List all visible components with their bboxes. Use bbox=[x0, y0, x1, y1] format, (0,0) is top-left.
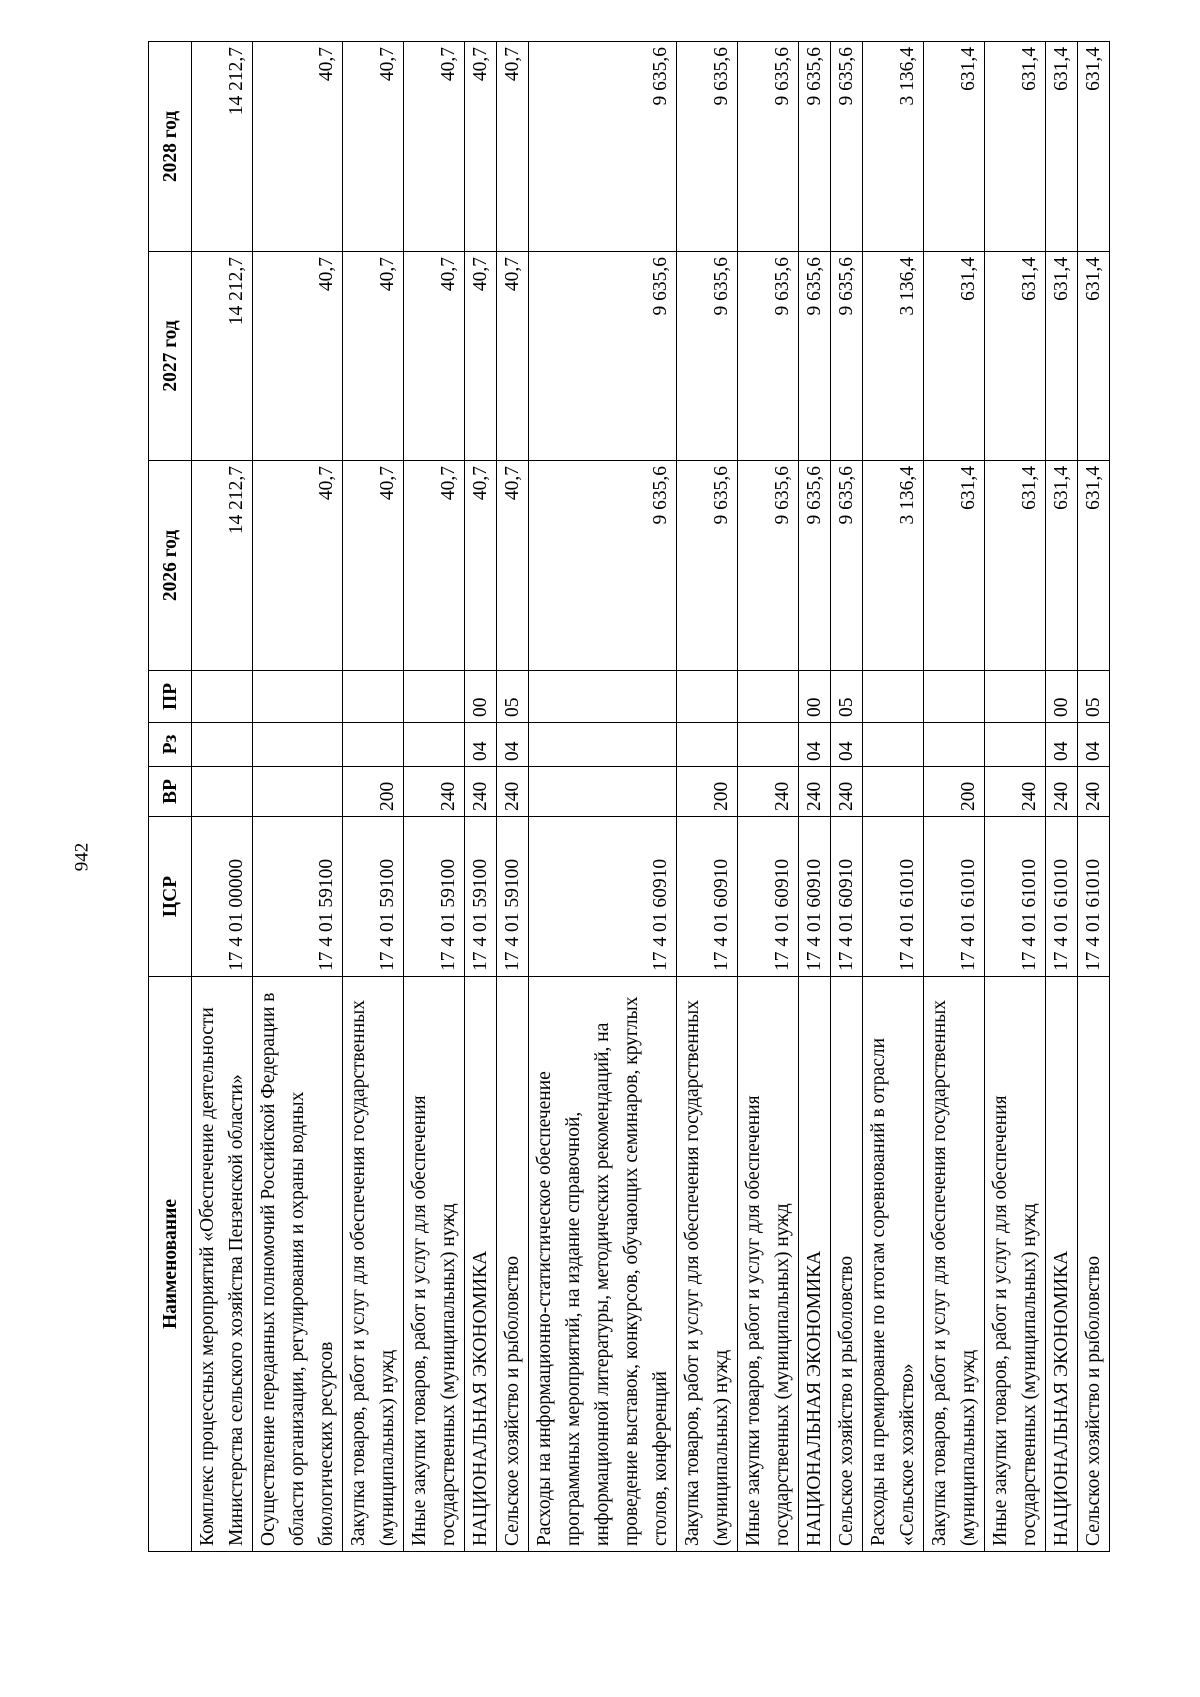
cell-2026: 9 635,6 bbox=[677, 461, 738, 671]
cell-vr: 240 bbox=[465, 767, 497, 817]
cell-vr: 200 bbox=[343, 767, 404, 817]
cell-rz: 04 bbox=[831, 723, 863, 767]
cell-csr: 17 4 01 00000 bbox=[192, 817, 253, 977]
cell-pr bbox=[343, 671, 404, 723]
cell-vr: 240 bbox=[1078, 767, 1110, 817]
cell-2028: 631,4 bbox=[1046, 42, 1078, 252]
cell-pr bbox=[529, 671, 677, 723]
table-row bbox=[677, 42, 738, 1552]
cell-vr: 240 bbox=[985, 767, 1046, 817]
cell-name: Расходы на премирование по итогам соревнований в отрасли «Сельское хозяйство» bbox=[863, 977, 924, 1552]
cell-pr: 05 bbox=[1078, 671, 1110, 723]
cell-vr: 240 bbox=[1046, 767, 1078, 817]
cell-csr: 17 4 01 59100 bbox=[404, 817, 465, 977]
header-pr: ПР bbox=[149, 671, 192, 723]
cell-pr bbox=[924, 671, 985, 723]
cell-2027: 9 635,6 bbox=[529, 252, 677, 461]
table-row bbox=[738, 42, 799, 1552]
cell-2027: 9 635,6 bbox=[831, 252, 863, 461]
cell-name: Закупка товаров, работ и услуг для обеспечения государственных (муниципальных) нужд bbox=[924, 977, 985, 1552]
cell-rz: 04 bbox=[1046, 723, 1078, 767]
table-row bbox=[192, 42, 253, 1552]
table-row bbox=[343, 42, 404, 1552]
cell-2026: 3 136,4 bbox=[863, 461, 924, 671]
table-row bbox=[1078, 42, 1110, 1552]
cell-csr: 17 4 01 61010 bbox=[924, 817, 985, 977]
cell-rz bbox=[253, 723, 343, 767]
cell-vr bbox=[863, 767, 924, 817]
cell-rz: 04 bbox=[799, 723, 831, 767]
cell-pr bbox=[404, 671, 465, 723]
cell-pr: 05 bbox=[831, 671, 863, 723]
cell-vr: 200 bbox=[677, 767, 738, 817]
cell-rz bbox=[192, 723, 253, 767]
cell-pr bbox=[985, 671, 1046, 723]
cell-2026: 40,7 bbox=[497, 461, 529, 671]
cell-2027: 40,7 bbox=[253, 252, 343, 461]
cell-name: Сельское хозяйство и рыболовство bbox=[1078, 977, 1110, 1552]
cell-2026: 631,4 bbox=[924, 461, 985, 671]
cell-2028: 40,7 bbox=[253, 42, 343, 252]
cell-csr: 17 4 01 59100 bbox=[343, 817, 404, 977]
cell-2026: 9 635,6 bbox=[831, 461, 863, 671]
cell-name: Иные закупки товаров, работ и услуг для обеспечения государственных (муниципальных) нужд bbox=[404, 977, 465, 1552]
cell-vr: 240 bbox=[738, 767, 799, 817]
cell-2027: 631,4 bbox=[985, 252, 1046, 461]
table-row bbox=[985, 42, 1046, 1552]
cell-rz: 04 bbox=[497, 723, 529, 767]
cell-rz: 04 bbox=[1078, 723, 1110, 767]
cell-2028: 9 635,6 bbox=[831, 42, 863, 252]
page-number: 942 bbox=[71, 842, 93, 872]
cell-vr: 240 bbox=[404, 767, 465, 817]
cell-pr bbox=[192, 671, 253, 723]
cell-rz bbox=[985, 723, 1046, 767]
cell-name: Сельское хозяйство и рыболовство bbox=[497, 977, 529, 1552]
cell-rz bbox=[924, 723, 985, 767]
cell-2027: 9 635,6 bbox=[799, 252, 831, 461]
cell-rz bbox=[343, 723, 404, 767]
cell-vr: 240 bbox=[799, 767, 831, 817]
cell-2026: 40,7 bbox=[465, 461, 497, 671]
header-year-2027: 2027 год bbox=[149, 252, 192, 461]
cell-csr: 17 4 01 60910 bbox=[529, 817, 677, 977]
cell-vr: 240 bbox=[497, 767, 529, 817]
table-row bbox=[497, 42, 529, 1552]
table-row bbox=[529, 42, 677, 1552]
cell-vr bbox=[529, 767, 677, 817]
cell-vr: 200 bbox=[924, 767, 985, 817]
table-row bbox=[799, 42, 831, 1552]
cell-vr bbox=[253, 767, 343, 817]
cell-2027: 9 635,6 bbox=[738, 252, 799, 461]
cell-csr: 17 4 01 61010 bbox=[1046, 817, 1078, 977]
cell-2027: 40,7 bbox=[465, 252, 497, 461]
cell-name: НАЦИОНАЛЬНАЯ ЭКОНОМИКА bbox=[465, 977, 497, 1552]
cell-pr: 00 bbox=[1046, 671, 1078, 723]
cell-2028: 40,7 bbox=[404, 42, 465, 252]
cell-name: НАЦИОНАЛЬНАЯ ЭКОНОМИКА bbox=[799, 977, 831, 1552]
cell-name: НАЦИОНАЛЬНАЯ ЭКОНОМИКА bbox=[1046, 977, 1078, 1552]
header-vr: ВР bbox=[149, 767, 192, 817]
cell-2027: 631,4 bbox=[1046, 252, 1078, 461]
cell-csr: 17 4 01 60910 bbox=[831, 817, 863, 977]
cell-pr bbox=[253, 671, 343, 723]
table-row bbox=[1046, 42, 1078, 1552]
table-row bbox=[253, 42, 343, 1552]
cell-csr: 17 4 01 60910 bbox=[799, 817, 831, 977]
cell-2028: 9 635,6 bbox=[799, 42, 831, 252]
cell-csr: 17 4 01 60910 bbox=[677, 817, 738, 977]
table-row bbox=[863, 42, 924, 1552]
cell-name: Закупка товаров, работ и услуг для обеспечения государственных (муниципальных) нужд bbox=[343, 977, 404, 1552]
header-year-2026: 2026 год bbox=[149, 461, 192, 671]
cell-2026: 9 635,6 bbox=[529, 461, 677, 671]
cell-csr: 17 4 01 61010 bbox=[1078, 817, 1110, 977]
cell-2026: 40,7 bbox=[253, 461, 343, 671]
cell-name: Иные закупки товаров, работ и услуг для обеспечения государственных (муниципальных) нужд bbox=[738, 977, 799, 1552]
cell-pr: 00 bbox=[465, 671, 497, 723]
table-row bbox=[831, 42, 863, 1552]
cell-2026: 631,4 bbox=[985, 461, 1046, 671]
cell-2027: 631,4 bbox=[924, 252, 985, 461]
cell-2026: 40,7 bbox=[404, 461, 465, 671]
cell-2028: 40,7 bbox=[465, 42, 497, 252]
cell-2028: 40,7 bbox=[343, 42, 404, 252]
cell-2028: 40,7 bbox=[497, 42, 529, 252]
cell-2027: 3 136,4 bbox=[863, 252, 924, 461]
cell-rz bbox=[529, 723, 677, 767]
cell-rz bbox=[404, 723, 465, 767]
cell-2026: 9 635,6 bbox=[738, 461, 799, 671]
cell-csr: 17 4 01 59100 bbox=[465, 817, 497, 977]
cell-pr bbox=[677, 671, 738, 723]
cell-pr: 00 bbox=[799, 671, 831, 723]
cell-2026: 40,7 bbox=[343, 461, 404, 671]
cell-2028: 14 212,7 bbox=[192, 42, 253, 252]
table-row bbox=[404, 42, 465, 1552]
cell-rz bbox=[738, 723, 799, 767]
cell-pr: 05 bbox=[497, 671, 529, 723]
table-header-row bbox=[149, 42, 192, 1552]
cell-pr bbox=[738, 671, 799, 723]
cell-rz bbox=[863, 723, 924, 767]
cell-vr: 240 bbox=[831, 767, 863, 817]
cell-pr bbox=[863, 671, 924, 723]
cell-csr: 17 4 01 59100 bbox=[497, 817, 529, 977]
cell-2027: 40,7 bbox=[404, 252, 465, 461]
cell-rz bbox=[677, 723, 738, 767]
cell-2028: 3 136,4 bbox=[863, 42, 924, 252]
cell-2026: 631,4 bbox=[1046, 461, 1078, 671]
budget-table bbox=[148, 41, 1110, 1552]
cell-2027: 40,7 bbox=[343, 252, 404, 461]
cell-2028: 9 635,6 bbox=[529, 42, 677, 252]
cell-2027: 14 212,7 bbox=[192, 252, 253, 461]
cell-2027: 40,7 bbox=[497, 252, 529, 461]
cell-2028: 631,4 bbox=[924, 42, 985, 252]
table-row bbox=[924, 42, 985, 1552]
cell-csr: 17 4 01 60910 bbox=[738, 817, 799, 977]
header-rz: Рз bbox=[149, 723, 192, 767]
header-name: Наименование bbox=[149, 977, 192, 1552]
cell-2027: 9 635,6 bbox=[677, 252, 738, 461]
cell-csr: 17 4 01 61010 bbox=[863, 817, 924, 977]
cell-2026: 14 212,7 bbox=[192, 461, 253, 671]
cell-vr bbox=[192, 767, 253, 817]
cell-name: Осуществление переданных полномочий Российской Федерации в области организации, регулирования и охраны водных биологических ресурсов bbox=[253, 977, 343, 1552]
cell-name: Закупка товаров, работ и услуг для обеспечения государственных (муниципальных) нужд bbox=[677, 977, 738, 1552]
cell-name: Комплекс процессных мероприятий «Обеспечение деятельности Министерства сельского хозяйства Пензенской области» bbox=[192, 977, 253, 1552]
cell-2028: 631,4 bbox=[1078, 42, 1110, 252]
table-row bbox=[465, 42, 497, 1552]
cell-name: Сельское хозяйство и рыболовство bbox=[831, 977, 863, 1552]
cell-csr: 17 4 01 59100 bbox=[253, 817, 343, 977]
cell-2028: 9 635,6 bbox=[677, 42, 738, 252]
cell-name: Иные закупки товаров, работ и услуг для обеспечения государственных (муниципальных) нужд bbox=[985, 977, 1046, 1552]
cell-2028: 631,4 bbox=[985, 42, 1046, 252]
table-body bbox=[192, 42, 1110, 1552]
cell-2026: 631,4 bbox=[1078, 461, 1110, 671]
cell-csr: 17 4 01 61010 bbox=[985, 817, 1046, 977]
header-csr: ЦСР bbox=[149, 817, 192, 977]
header-year-2028: 2028 год bbox=[149, 42, 192, 252]
cell-2028: 9 635,6 bbox=[738, 42, 799, 252]
cell-name: Расходы на информационно-статистическое обеспечение программных мероприятий, на издание справочной, информационной литературы, методических рекомендаций, на проведение выставок, конкурсов, обучающих семинаров, круглых столов, конференций bbox=[529, 977, 677, 1552]
cell-rz: 04 bbox=[465, 723, 497, 767]
cell-2026: 9 635,6 bbox=[799, 461, 831, 671]
cell-2027: 631,4 bbox=[1078, 252, 1110, 461]
rotated-page-content bbox=[148, 42, 1104, 1552]
